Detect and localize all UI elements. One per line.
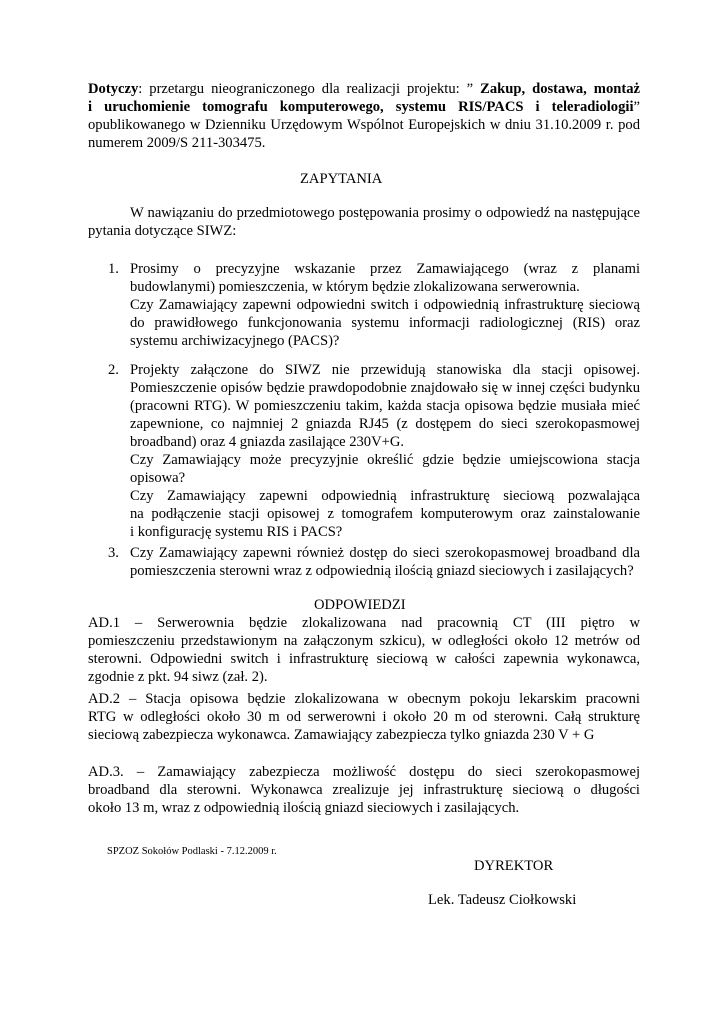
question-body: Projekty załączone do SIWZ nie przewidują stanowiska dla stacji opisowej. Pomieszczenie opisów będzie prawdopodobnie znajdowało się w innej części budynku (pracowni RTG). W pomieszczeniu takim, każda stacja opisowa będzie musiała mieć zapewnione, co najmniej 2 gniazda RJ45 (z dostępem do sieci szerokopasmowej broadband) oraz 4 gniazda zasilające 230V+G. Czy Zamawiający może precyzyjnie określić gdzie będzie umiejscowiona stacja opisowa? Czy Zamawiający zapewni odpowiednią infrastrukturę sieciową pozwalająca na podłączenie stacji opisowej z tomografem komputerowym oraz zainstalowanie i konfigurację systemu RIS i PACS? [130, 362, 640, 540]
place-date: SPZOZ Sokołów Podlaski - 7.12.2009 r. [107, 846, 277, 857]
question-body: Czy Zamawiający zapewni również dostęp do sieci szerokopasmowej broadband dla pomieszczenia sterowni wraz z odpowiednią ilością gniazd sieciowych i zasilających? [130, 545, 640, 579]
subject-paragraph [88, 80, 640, 152]
intro-paragraph [88, 204, 640, 240]
intro-line-2: pytania dotyczące SIWZ: [88, 223, 237, 239]
subject-label: Dotyczy [88, 81, 139, 97]
subject-line-2: i uruchomienie tomografu komputerowego, systemu RIS/PACS i teleradiologii” [88, 99, 640, 115]
signature-title: DYREKTOR [474, 858, 554, 874]
subject-line-4: numerem 2009/S 211-303475. [88, 135, 266, 151]
question-body: Prosimy o precyzyjne wskazanie przez Zamawiającego (wraz z planami budowlanymi) pomieszczenia, w którym będzie zlokalizowana serwerownia. Czy Zamawiający zapewni odpowiedni switch i odpowiednią infrastrukturę sieciową do prawidłowego funkcjonowania systemu informacji radiologicznej (RIS) oraz systemu archiwizacyjnego (PACS)? [130, 261, 640, 349]
intro-line-1: W nawiązaniu do przedmiotowego postępowania prosimy o odpowiedź na następujące [130, 205, 640, 221]
answer-2: AD.2 – Stacja opisowa będzie zlokalizowana w obecnym pokoju lekarskim pracowni RTG w odległości około 30 m od serwerowni i około 20 m od sterowni. Całą strukturę sieciową zabezpiecza wykonawca. Zamawiający zabezpiecza tylko gniazda 230 V + G [88, 691, 640, 743]
zapytania-heading: ZAPYTANIA [300, 171, 383, 187]
odpowiedzi-heading: ODPOWIEDZI [314, 597, 406, 613]
question-number: 1. [108, 261, 119, 277]
question-number: 3. [108, 545, 119, 561]
signature-name: Lek. Tadeusz Ciołkowski [428, 892, 577, 908]
question-number: 2. [108, 362, 119, 378]
subject-line-1: Dotyczy: przetargu nieograniczonego dla realizacji projektu: ” Zakup, dostawa, montaż [88, 81, 640, 97]
answer-3: AD.3. – Zamawiający zabezpiecza możliwość dostępu do sieci szerokopasmowej broadband dla sterowni. Wykonawca zrealizuje jej infrastrukturę sieciową o długości około 13 m, wraz z odpowiednią ilością gniazd sieciowych i zasilających. [88, 764, 640, 816]
answer-1: AD.1 – Serwerownia będzie zlokalizowana nad pracownią CT (III piętro w pomieszczeniu przedstawionym na załączonym szkicu), w odległości około 12 metrów od sterowni. Odpowiedni switch i infrastrukturę sieciową w całości zapewnia wykonawca, zgodnie z pkt. 94 siwz (zał. 2). [88, 615, 640, 685]
subject-line-3: opublikowanego w Dzienniku Urzędowym Wspólnot Europejskich w dniu 31.10.2009 r. pod [88, 117, 640, 133]
